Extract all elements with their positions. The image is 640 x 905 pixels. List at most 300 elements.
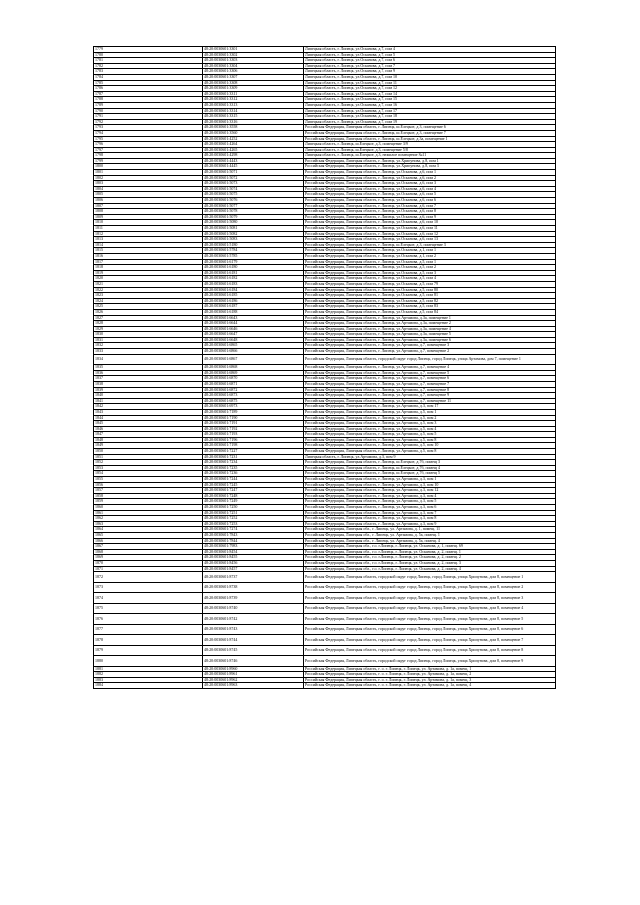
cell-cadastral-number: 48:20:0030601:3311: [203, 91, 304, 97]
cell-cadastral-number: 48:20:0030601:3316: [203, 119, 304, 125]
cell-row-number: 1866: [94, 538, 203, 544]
cell-cadastral-number: 48:20:0030601:7248: [203, 493, 304, 499]
cell-cadastral-number: 48:20:0030601:7983: [203, 544, 304, 550]
cell-row-number: 1780: [94, 52, 203, 58]
cell-cadastral-number: 48:20:0030601:6185: [203, 293, 304, 299]
table-row: [94, 582, 556, 593]
cell-cadastral-number: 48:20:0030601:7235: [203, 465, 304, 471]
cell-row-number: 1842: [94, 404, 203, 410]
cell-row-number: 1823: [94, 293, 203, 299]
cell-row-number: 1846: [94, 426, 203, 432]
cell-address: Российская Федерация, Липецкая область, г. Липецк, ш.Елецкое, д.3, помещение 6: [304, 125, 556, 131]
cell-address: Липецкая область, г. Липецк, ул.Осканова, д.7, пом 7: [304, 63, 556, 69]
cell-row-number: 1839: [94, 387, 203, 393]
cell-address: Российская Федерация, Липецкая область, г. Липецк, ш.Елецкое, д.7б, помещ 3: [304, 460, 556, 466]
cell-address: Российская Федерация, Липецкая область, г. Липецк, ул.Осканова, д.6, пом 5: [304, 192, 556, 198]
cell-address: Липецкая область, г. Липецк, ул.Осканова, д.7, пом 12: [304, 86, 556, 92]
cell-row-number: 1790: [94, 108, 203, 114]
cell-row-number: 1785: [94, 80, 203, 86]
cell-cadastral-number: 48:20:0030601:8740: [203, 603, 304, 614]
cell-cadastral-number: 48:20:0030601:6865: [203, 343, 304, 349]
cell-cadastral-number: 48:20:0030601:5075: [203, 192, 304, 198]
cell-cadastral-number: 48:20:0030601:7190: [203, 415, 304, 421]
cell-address: Российская Федерация, Липецкая область, г. Липецк, ул.Артамова, д.5, пом 5: [304, 432, 556, 438]
cell-row-number: 1793: [94, 125, 203, 131]
cell-row-number: 1862: [94, 516, 203, 522]
cell-address: Российская Федерация, Липецкая область, г. Липецк, ул.Артамова, д.3, пом 10: [304, 482, 556, 488]
cell-address: Российская Федерация, Липецкая область, г. Липецк, ул.Артамова, д.3, пом 1: [304, 477, 556, 483]
cell-cadastral-number: 48:20:0030601:8742: [203, 614, 304, 625]
cell-cadastral-number: 48:20:0030601:6180: [203, 265, 304, 271]
cell-row-number: 1803: [94, 181, 203, 187]
cell-row-number: 1873: [94, 582, 203, 593]
cell-cadastral-number: 48:20:0030601:8738: [203, 582, 304, 593]
cell-cadastral-number: 48:20:0030601:6866: [203, 349, 304, 355]
cell-row-number: 1797: [94, 147, 203, 153]
cell-row-number: 1838: [94, 381, 203, 387]
cell-address: Липецкая область, г. Липецк, ул.Осканова, д.7, пом 14: [304, 91, 556, 97]
cell-address: Российская Федерация, Липецкая область, г. Липецк, ул.Осканова, д.6, пом 11: [304, 226, 556, 232]
cell-row-number: 1807: [94, 203, 203, 209]
cell-address: Российская Федерация, Липецкая обл., г.о. г.Липецк, г. Липецк, ул. Осканова, д. 1, помещ. 69: [304, 544, 556, 550]
cell-row-number: 1789: [94, 102, 203, 108]
table-row: [94, 635, 556, 646]
registry-table: [93, 46, 556, 689]
cell-row-number: 1828: [94, 321, 203, 327]
cell-row-number: 1818: [94, 265, 203, 271]
cell-row-number: 1876: [94, 614, 203, 625]
cell-address: Российская Федерация, Липецкая область, г. Липецк, ул.Осканова, д.5, пом 81: [304, 293, 556, 299]
cell-address: Российская Федерация, Липецкая область, г. Липецк, ул.Артамова, д.7, помещение 7: [304, 381, 556, 387]
cell-cadastral-number: 48:20:0030601:3308: [203, 80, 304, 86]
cell-address: Российская Федерация, Липецкая область, г. Липецк, ул.Артамова, д.7, помещение 2: [304, 349, 556, 355]
cell-cadastral-number: 48:20:0030601:6872: [203, 387, 304, 393]
table-row: [94, 624, 556, 635]
cell-row-number: 1800: [94, 164, 203, 170]
cell-row-number: 1784: [94, 74, 203, 80]
cell-cadastral-number: 48:20:0030601:3307: [203, 74, 304, 80]
cell-address: Российская Федерация, Липецкая область, г. Липецк, ул.Артамова, д.5, пом 8: [304, 437, 556, 443]
cell-row-number: 1819: [94, 270, 203, 276]
cell-address: Российская Федерация, Липецкая область, г. Липецк, ул.Осканова, д.6, пом 9: [304, 214, 556, 220]
cell-address: Российская Федерация, Липецкая область, г. Липецк, ул.Осканова, д.6, пом 7: [304, 203, 556, 209]
cell-cadastral-number: 48:20:0030601:4298: [203, 153, 304, 159]
cell-row-number: 1806: [94, 198, 203, 204]
cell-cadastral-number: 48:20:0030601:6179: [203, 259, 304, 265]
cell-address: Российская Федерация, Липецкая область, г. Липецк, ул.Осканова, д.6, пом 6: [304, 198, 556, 204]
cell-cadastral-number: 48:20:0030601:5083: [203, 237, 304, 243]
cell-address: Российская Федерация, Липецкая область, г. Липецк, ул.Артамова, д.3, пом 12: [304, 488, 556, 494]
cell-cadastral-number: 48:20:0030601:8960: [203, 666, 304, 672]
cell-row-number: 1872: [94, 572, 203, 583]
cell-cadastral-number: 48:20:0030601:7192: [203, 426, 304, 432]
cell-row-number: 1850: [94, 449, 203, 455]
cell-cadastral-number: 48:20:0030601:7198: [203, 443, 304, 449]
cell-row-number: 1847: [94, 432, 203, 438]
cell-cadastral-number: 48:20:0030601:5079: [203, 214, 304, 220]
cell-address: Липецкая область, г. Липецк, ш.Елецкое, д.3, помещение 3/9: [304, 142, 556, 148]
cell-cadastral-number: 48:20:0030601:7193: [203, 432, 304, 438]
cell-row-number: 1820: [94, 276, 203, 282]
cell-address: Липецкая область, г. Липецк, ул.Осканова, д.7, пом 9: [304, 69, 556, 75]
cell-address: Российская Федерация, Липецкая область, г. Липецк, ш.Елецкое, д.3, помещение 3: [304, 242, 556, 248]
cell-address: Российская Федерация, Липецкая область, г. Липецк, ул.Артамова, д.5, пом 4: [304, 426, 556, 432]
cell-cadastral-number: 48:20:0030601:5081: [203, 226, 304, 232]
cell-address: Российская Федерация, Липецкая область, г. Липецк, ул.Осканова, д.6, пом 1: [304, 170, 556, 176]
cell-cadastral-number: 48:20:0030601:3560: [203, 130, 304, 136]
cell-address: Российская Федерация, Липецкая область, г. Липецк, ул.Осканова, д.6, пом 8: [304, 209, 556, 215]
cell-row-number: 1881: [94, 666, 203, 672]
cell-row-number: 1816: [94, 253, 203, 259]
cell-address: Российская Федерация, Липецкая область, городской округ город Липецк, город Липецк, улица Хрипунова, дом 8, помещение 6: [304, 624, 556, 635]
cell-cadastral-number: 48:20:0030601:5076: [203, 198, 304, 204]
cell-cadastral-number: 48:20:0030601:7274: [203, 527, 304, 533]
cell-address: Российская Федерация, Липецкая обл., г.о. г.Липецк, г. Липецк, ул. Осканова, д. 2, помещ. 3: [304, 560, 556, 566]
table-row: [94, 614, 556, 625]
cell-cadastral-number: 48:20:0030601:6182: [203, 276, 304, 282]
cell-address: Российская Федерация, Липецкая область, г. Липецк, ул.Артамова, д.7, помещение 4: [304, 365, 556, 371]
cell-address: Российская Федерация, Липецкая область, городской округ город Липецк, город Липецк, улица Хрипунова, дом 8, помещение 4: [304, 603, 556, 614]
cell-address: Липецкая область, г. Липецк, ул.Осканова, д.7, пом 16: [304, 102, 556, 108]
cell-address: Российская Федерация, Липецкая область, г. Липецк, ул.Артамова, д.7, помещение 6: [304, 376, 556, 382]
cell-row-number: 1861: [94, 510, 203, 516]
cell-address: Липецкая область, г. Липецк, ул.Осканова, д.7, пом 11: [304, 80, 556, 86]
cell-row-number: 1802: [94, 175, 203, 181]
cell-row-number: 1841: [94, 398, 203, 404]
cell-address: Российская Федерация, Липецкая область, г. Липецк, ул.Хрипунова, д.8, пом 1: [304, 158, 556, 164]
cell-row-number: 1851: [94, 454, 203, 460]
cell-row-number: 1795: [94, 136, 203, 142]
cell-address: Российская Федерация, Липецкая область, городской округ город Липецк, город Липецк, улица Хрипунова, дом 8, помещение 8: [304, 645, 556, 656]
cell-address: Российская Федерация, Липецкая область, г. Липецк, ул.Артамова, д.7, помещение 11: [304, 398, 556, 404]
table-row: [94, 645, 556, 656]
cell-row-number: 1863: [94, 521, 203, 527]
cell-address: Российская Федерация, Липецкая обл., г. Липецк, ул. Артамова, д. 1, помещ. 11: [304, 527, 556, 533]
cell-address: Липецкая область, г. Липецк, ул.Осканова, д.7, пом 10: [304, 74, 556, 80]
cell-cadastral-number: 48:20:0030601:6643: [203, 315, 304, 321]
cell-row-number: 1870: [94, 560, 203, 566]
cell-address: Российская Федерация, Липецкая область, г. Липецк, ул.Артамова, д.3а, помещение 4: [304, 326, 556, 332]
cell-cadastral-number: 48:20:0030601:8455: [203, 555, 304, 561]
table-row: [94, 683, 556, 689]
cell-cadastral-number: 48:20:0030601:6871: [203, 381, 304, 387]
cell-cadastral-number: 48:20:0030601:3303: [203, 58, 304, 64]
cell-cadastral-number: 48:20:0030601:6869: [203, 370, 304, 376]
cell-cadastral-number: 48:20:0030601:5073: [203, 181, 304, 187]
cell-cadastral-number: 48:20:0030601:5082: [203, 231, 304, 237]
cell-address: Российская Федерация, Липецкая область, г. Липецк, ул.Осканова, д.6, пом 13: [304, 237, 556, 243]
cell-row-number: 1782: [94, 63, 203, 69]
cell-address: Российская Федерация, Липецкая область, г. Липецк, ул.Артамова, д.3а, помещение 6: [304, 337, 556, 343]
cell-cadastral-number: 48:20:0030601:4445: [203, 164, 304, 170]
cell-row-number: 1882: [94, 672, 203, 678]
cell-address: Российская Федерация, Липецкая область, г. Липецк, ул.Осканова, д.5, пом 2: [304, 265, 556, 271]
cell-row-number: 1810: [94, 220, 203, 226]
cell-address: Российская Федерация, Липецкая область, г. о. г. Липецк, г. Липецк, ул. Артамова, д. 1а, помещ. 2: [304, 672, 556, 678]
cell-address: Российская Федерация, Липецкая область, г. Липецк, ул.Артамова, д.3а, помещение 2: [304, 321, 556, 327]
cell-row-number: 1854: [94, 471, 203, 477]
cell-address: Российская Федерация, Липецкая область, г. Липецк, ул.Артамова, д.5, пом 2: [304, 415, 556, 421]
cell-cadastral-number: 48:20:0030601:3315: [203, 114, 304, 120]
cell-row-number: 1856: [94, 482, 203, 488]
cell-cadastral-number: 48:20:0030601:6187: [203, 304, 304, 310]
cell-address: Российская Федерация, Липецкая область, городской округ город Липецк, город Липецк, улица Хрипунова, дом 8, помещение 3: [304, 593, 556, 604]
cell-row-number: 1814: [94, 242, 203, 248]
cell-cadastral-number: 48:20:0030601:8456: [203, 560, 304, 566]
cell-cadastral-number: 48:20:0030601:7227: [203, 449, 304, 455]
cell-cadastral-number: 48:20:0030601:7249: [203, 499, 304, 505]
cell-row-number: 1877: [94, 624, 203, 635]
cell-row-number: 1883: [94, 677, 203, 683]
cell-address: Липецкая область, г. Липецк, ул.Осканова, д.7, пом 19: [304, 119, 556, 125]
cell-cadastral-number: 48:20:0030601:8454: [203, 549, 304, 555]
cell-address: Российская Федерация, Липецкая область, г. Липецк, ул.Артамова, д.3, пом 6: [304, 505, 556, 511]
cell-address: Российская Федерация, Липецкая обл., г. Липецк, ул. Артамова, д. 5а, помещ. 4: [304, 538, 556, 544]
cell-address: Российская Федерация, Липецкая область, г. Липецк, ул.Осканова, д.6, пом 2: [304, 175, 556, 181]
cell-cadastral-number: 48:20:0030601:7252: [203, 516, 304, 522]
cell-cadastral-number: 48:20:0030601:5785: [203, 253, 304, 259]
cell-cadastral-number: 48:20:0030601:3301: [203, 47, 304, 53]
cell-cadastral-number: 48:20:0030601:3309: [203, 86, 304, 92]
cell-row-number: 1884: [94, 683, 203, 689]
cell-cadastral-number: 48:20:0030601:5080: [203, 220, 304, 226]
cell-row-number: 1852: [94, 460, 203, 466]
cell-address: Российская Федерация, Липецкая область, г. Липецк, ул.Артамова, д.3, пом 9: [304, 521, 556, 527]
cell-row-number: 1794: [94, 130, 203, 136]
cell-address: Российская Федерация, Липецкая область, городской округ город Липецк, город Липецк, улица Хрипунова, дом 8, помещение 7: [304, 635, 556, 646]
cell-cadastral-number: 48:20:0030601:4265: [203, 147, 304, 153]
cell-address: Российская Федерация, Липецкая область, г. Липецк, ул.Осканова, д.6, пом 10: [304, 220, 556, 226]
cell-row-number: 1829: [94, 326, 203, 332]
cell-row-number: 1849: [94, 443, 203, 449]
cell-address: Российская Федерация, Липецкая область, городской округ город Липецк, город Липецк, улица Артамова, дом 7, помещение 1: [304, 354, 556, 365]
cell-row-number: 1796: [94, 142, 203, 148]
cell-cadastral-number: 48:20:0030601:6186: [203, 298, 304, 304]
cell-address: Липецкая область, г. Липецк, ул.Осканова, д.7, пом 18: [304, 114, 556, 120]
cell-row-number: 1843: [94, 409, 203, 415]
cell-row-number: 1824: [94, 298, 203, 304]
cell-cadastral-number: 48:20:0030601:7253: [203, 521, 304, 527]
cell-address: Российская Федерация, Липецкая область, г. Липецк, ул.Артамова, д.7, помещение 3: [304, 343, 556, 349]
cell-row-number: 1805: [94, 192, 203, 198]
cell-row-number: 1837: [94, 376, 203, 382]
cell-cadastral-number: 48:20:0030601:6181: [203, 270, 304, 276]
cell-row-number: 1840: [94, 393, 203, 399]
cell-address: Липецкая область, г. Липецк, ул.Артамова, д.3, пом 9: [304, 454, 556, 460]
cell-address: Российская Федерация, Липецкая область, г. Липецк, ул.Осканова, д.1, пом 2: [304, 253, 556, 259]
cell-address: Российская Федерация, Липецкая область, г. Липецк, ул.Артамова, д.3а, помещение 5: [304, 332, 556, 338]
cell-address: Российская Федерация, Липецкая область, г. Липецк, ул.Артамова, д.5, пом 8: [304, 449, 556, 455]
cell-address: Российская Федерация, Липецкая область, г. Липецк, ш.Елецкое, д.7б, помещ 5: [304, 471, 556, 477]
cell-cadastral-number: 48:20:0030601:6183: [203, 281, 304, 287]
cell-cadastral-number: 48:20:0030601:6868: [203, 365, 304, 371]
cell-cadastral-number: 48:20:0030601:3558: [203, 125, 304, 131]
cell-cadastral-number: 48:20:0030601:8744: [203, 635, 304, 646]
cell-row-number: 1827: [94, 315, 203, 321]
cell-address: Российская Федерация, Липецкая область, г. Липецк, ул.Осканова, д.6, пом 12: [304, 231, 556, 237]
cell-address: Российская Федерация, Липецкая область, г. Липецк, ул.Артамова, д.7, помещение 5: [304, 370, 556, 376]
cell-address: Российская Федерация, Липецкая область, г. Липецк, ул.Артамова, д.3, пом 4: [304, 493, 556, 499]
cell-cadastral-number: 48:20:0030601:7844: [203, 538, 304, 544]
cell-row-number: 1798: [94, 153, 203, 159]
cell-row-number: 1813: [94, 237, 203, 243]
cell-address: Российская Федерация, Липецкая область, г. Липецк, ул.Артамова, д.5, пом 3: [304, 421, 556, 427]
cell-row-number: 1791: [94, 114, 203, 120]
cell-row-number: 1783: [94, 69, 203, 75]
cell-cadastral-number: 48:20:0030601:3302: [203, 52, 304, 58]
cell-cadastral-number: 48:20:0030601:6647: [203, 332, 304, 338]
cell-cadastral-number: 48:20:0030601:7196: [203, 437, 304, 443]
cell-cadastral-number: 48:20:0030601:8745: [203, 645, 304, 656]
cell-address: Российская Федерация, Липецкая область, г. Липецк, ш.Елецкое, д.3а, помещение 1: [304, 136, 556, 142]
cell-row-number: 1858: [94, 493, 203, 499]
registry-table-body: [94, 47, 556, 689]
cell-row-number: 1822: [94, 287, 203, 293]
cell-address: Российская Федерация, Липецкая область, городской округ город Липецк, город Липецк, улица Хрипунова, дом 8, помещение 9: [304, 656, 556, 667]
cell-cadastral-number: 48:20:0030601:5078: [203, 209, 304, 215]
cell-address: Российская Федерация, Липецкая обл., г.о. г.Липецк, г. Липецк, ул. Осканова, д. 2, помещ. 1: [304, 549, 556, 555]
cell-address: Российская Федерация, Липецкая область, г. о. г. Липецк, г. Липецк, ул. Артамова, д. 1а, помещ. 1: [304, 666, 556, 672]
cell-address: Российская Федерация, Липецкая область, городской округ город Липецк, город Липецк, улица Хрипунова, дом 8, помещение 2: [304, 582, 556, 593]
cell-cadastral-number: 48:20:0030601:8737: [203, 572, 304, 583]
cell-address: Липецкая область, г. Липецк, ш.Елецкое, д.3, помещение 5/8: [304, 147, 556, 153]
cell-address: Липецкая область, г. Липецк, ул.Осканова, д.7, пом 4: [304, 47, 556, 53]
cell-cadastral-number: 48:20:0030601:7189: [203, 409, 304, 415]
cell-row-number: 1831: [94, 337, 203, 343]
cell-row-number: 1815: [94, 248, 203, 254]
cell-cadastral-number: 48:20:0030601:4252: [203, 136, 304, 142]
cell-cadastral-number: 48:20:0030601:5077: [203, 203, 304, 209]
cell-address: Российская Федерация, Липецкая область, г. Липецк, ул.Артамова, д.3, пом 7: [304, 510, 556, 516]
cell-cadastral-number: 48:20:0030601:6873: [203, 393, 304, 399]
cell-row-number: 1787: [94, 91, 203, 97]
cell-row-number: 1781: [94, 58, 203, 64]
cell-row-number: 1848: [94, 437, 203, 443]
cell-row-number: 1817: [94, 259, 203, 265]
cell-row-number: 1811: [94, 226, 203, 232]
cell-row-number: 1788: [94, 97, 203, 103]
cell-address: Российская Федерация, Липецкая обл., г.о. г.Липецк, г. Липецк, ул. Осканова, д. 2, помещ. 4: [304, 566, 556, 572]
cell-cadastral-number: 48:20:0030601:6875: [203, 398, 304, 404]
table-row: [94, 354, 556, 365]
cell-row-number: 1853: [94, 465, 203, 471]
cell-address: Липецкая область, г. Липецк, ш.Елецкое, д.3, нежилое помещение №11: [304, 153, 556, 159]
cell-cadastral-number: 48:20:0030601:7231: [203, 454, 304, 460]
cell-cadastral-number: 48:20:0030601:6867: [203, 354, 304, 365]
cell-cadastral-number: 48:20:0030601:6973: [203, 404, 304, 410]
cell-cadastral-number: 48:20:0030601:3312: [203, 97, 304, 103]
table-row: [94, 572, 556, 583]
cell-address: Липецкая область, г. Липецк, ул.Осканова, д.7, пом 5: [304, 52, 556, 58]
cell-cadastral-number: 48:20:0030601:6184: [203, 287, 304, 293]
cell-cadastral-number: 48:20:0030601:7234: [203, 460, 304, 466]
cell-address: Российская Федерация, Липецкая область, г. Липецк, ул.Артамова, д.3, пом 8: [304, 516, 556, 522]
cell-row-number: 1812: [94, 231, 203, 237]
cell-address: Российская Федерация, Липецкая область, г. Липецк, ш.Елецкое, д.3, помещение 7: [304, 130, 556, 136]
cell-cadastral-number: 48:20:0030601:7244: [203, 477, 304, 483]
cell-row-number: 1875: [94, 603, 203, 614]
cell-row-number: 1804: [94, 186, 203, 192]
cell-row-number: 1825: [94, 304, 203, 310]
table-row: [94, 593, 556, 604]
cell-address: Российская Федерация, Липецкая область, г. о. г. Липецк, г. Липецк, ул. Артамова, д. 1а, помещ. 4: [304, 683, 556, 689]
cell-row-number: 1826: [94, 309, 203, 315]
cell-cadastral-number: 48:20:0030601:6644: [203, 321, 304, 327]
cell-address: Российская Федерация, Липецкая область, г. Липецк, ул.Артамова, д.3, пом 5: [304, 499, 556, 505]
cell-row-number: 1845: [94, 421, 203, 427]
cell-row-number: 1855: [94, 477, 203, 483]
cell-address: Российская Федерация, Липецкая область, г. Липецк, ул.Артамова, д.7, помещение 8: [304, 387, 556, 393]
cell-row-number: 1834: [94, 354, 203, 365]
cell-address: Российская Федерация, Липецкая область, г. Липецк, ул.Артамова, д.3а, помещение 1: [304, 315, 556, 321]
cell-address: Российская Федерация, Липецкая область, г. Липецк, ул.Артамова, д.3, пом 17: [304, 404, 556, 410]
cell-row-number: 1880: [94, 656, 203, 667]
cell-row-number: 1786: [94, 86, 203, 92]
cell-address: Российская Федерация, Липецкая область, г. Липецк, ул.Осканова, д.5, пом 83: [304, 304, 556, 310]
cell-row-number: 1867: [94, 544, 203, 550]
cell-row-number: 1799: [94, 158, 203, 164]
cell-cadastral-number: 48:20:0030601:5074: [203, 186, 304, 192]
cell-cadastral-number: 48:20:0030601:6646: [203, 326, 304, 332]
cell-address: Российская Федерация, Липецкая область, г. Липецк, ул.Осканова, д.5, пом 80: [304, 287, 556, 293]
cell-row-number: 1808: [94, 209, 203, 215]
cell-row-number: 1832: [94, 343, 203, 349]
cell-cadastral-number: 48:20:0030601:5071: [203, 170, 304, 176]
table-row: [94, 603, 556, 614]
cell-row-number: 1835: [94, 365, 203, 371]
cell-cadastral-number: 48:20:0030601:8739: [203, 593, 304, 604]
cell-row-number: 1857: [94, 488, 203, 494]
cell-cadastral-number: 48:20:0030601:4443: [203, 158, 304, 164]
cell-address: Российская Федерация, Липецкая область, г. Липецк, ул.Осканова, д.5, пом 84: [304, 309, 556, 315]
cell-row-number: 1859: [94, 499, 203, 505]
cell-cadastral-number: 48:20:0030601:8743: [203, 624, 304, 635]
cell-row-number: 1871: [94, 566, 203, 572]
cell-cadastral-number: 48:20:0030601:7236: [203, 471, 304, 477]
cell-cadastral-number: 48:20:0030601:7250: [203, 505, 304, 511]
cell-row-number: 1864: [94, 527, 203, 533]
cell-address: Российская Федерация, Липецкая область, г. Липецк, ул.Осканова, д.6, пом 4: [304, 186, 556, 192]
cell-row-number: 1874: [94, 593, 203, 604]
cell-row-number: 1830: [94, 332, 203, 338]
cell-address: Российская Федерация, Липецкая область, г. о. г. Липецк, г. Липецк, ул. Артамова, д. 1а, помещ. 3: [304, 677, 556, 683]
cell-address: Российская Федерация, Липецкая область, г. Липецк, ул.Артамова, д.5, пом 10: [304, 443, 556, 449]
cell-cadastral-number: 48:20:0030601:8963: [203, 683, 304, 689]
cell-address: Российская Федерация, Липецкая область, г. Липецк, ул.Осканова, д.6, пом 3: [304, 181, 556, 187]
cell-address: Российская Федерация, Липецкая область, г. Липецк, ул.Артамова, д.7, помещение 9: [304, 393, 556, 399]
cell-address: Липецкая область, г. Липецк, ул.Осканова, д.7, пом 17: [304, 108, 556, 114]
cell-row-number: 1868: [94, 549, 203, 555]
cell-cadastral-number: 48:20:0030601:5784: [203, 248, 304, 254]
cell-address: Российская Федерация, Липецкая обл., г.о. г.Липецк, г. Липецк, ул. Осканова, д. 2, помещ. 2: [304, 555, 556, 561]
cell-address: Российская Федерация, Липецкая область, городской округ город Липецк, город Липецк, улица Хрипунова, дом 8, помещение 1: [304, 572, 556, 583]
cell-address: Российская Федерация, Липецкая область, г. Липецк, ул.Хрипунова, д.8, пом 3: [304, 164, 556, 170]
cell-cadastral-number: 48:20:0030601:3314: [203, 108, 304, 114]
cell-cadastral-number: 48:20:0030601:7843: [203, 532, 304, 538]
cell-address: Российская Федерация, Липецкая обл., г. Липецк, ул. Артамова, д. 5а, помещ. 1: [304, 532, 556, 538]
registry-document: [93, 46, 548, 689]
cell-address: Липецкая область, г. Липецк, ул.Осканова, д.7, пом 6: [304, 58, 556, 64]
cell-cadastral-number: 48:20:0030601:7247: [203, 488, 304, 494]
cell-cadastral-number: 48:20:0030601:3313: [203, 102, 304, 108]
cell-row-number: 1836: [94, 370, 203, 376]
cell-cadastral-number: 48:20:0030601:3304: [203, 63, 304, 69]
cell-cadastral-number: 48:20:0030601:6870: [203, 376, 304, 382]
cell-row-number: 1869: [94, 555, 203, 561]
cell-row-number: 1779: [94, 47, 203, 53]
cell-row-number: 1833: [94, 349, 203, 355]
cell-row-number: 1878: [94, 635, 203, 646]
